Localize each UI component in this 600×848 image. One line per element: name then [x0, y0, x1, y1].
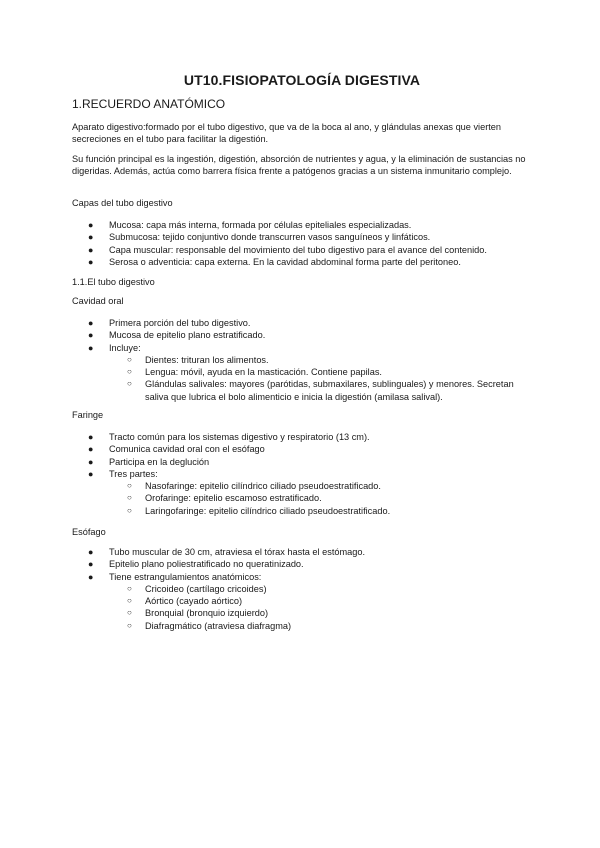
list-item: ● Submucosa: tejido conjuntivo donde transcurren vasos sanguíneos y linfáticos.: [88, 232, 431, 243]
page-title: UT10.FISIOPATOLOGÍA DIGESTIVA: [183, 72, 421, 88]
faringe-list: [72, 431, 532, 517]
list-item: ● Mucosa: capa más interna, formada por células epiteliales especializadas.: [88, 220, 412, 230]
cavidad-list: [72, 317, 532, 403]
capas-list: [72, 219, 532, 268]
list-item: ● Tubo muscular de 30 cm, atraviesa el tórax hasta el estómago.: [88, 547, 366, 557]
bullet-icon: ●: [88, 444, 94, 455]
faringe-label: Faringe: [72, 410, 104, 420]
sub-list-item: ○ Lengua: móvil, ayuda en la masticación. Contiene papilas.: [127, 367, 382, 378]
bullet-icon: ●: [88, 456, 94, 467]
list-item: ● Tiene estrangulamientos anatómicos: ○ Cricoideo (cartílago cricoides) ○ Aórtico (cayado aórtico) ○ Bronquial (bronquio izquierdo) ○ Diafragmático (atraviesa diafragma): [72, 571, 532, 632]
cavidad-label: Cavidad oral: [72, 296, 124, 306]
circle-bullet-icon: ○: [127, 596, 132, 606]
bullet-icon: ●: [88, 342, 94, 353]
list-item: ● Epitelio plano poliestratificado no queratinizado.: [88, 559, 304, 570]
faringe-sublist: [72, 480, 532, 517]
list-item: ● Comunica cavidad oral con el esófago: [88, 444, 265, 455]
bullet-icon: ●: [88, 256, 94, 267]
bullet-icon: ●: [88, 232, 94, 243]
list-item: ● Incluye: ○ Dientes: trituran los alimentos. ○ Lengua: móvil, ayuda en la masticación. Contiene papilas. ○ Glándulas salivales: mayores (parótidas, submaxilares, sublinguales) y menores. Secretan saliva que lubrica el bolo alimenticio e inicia la digestión (amilasa salival).: [72, 342, 532, 403]
list-item: ● Participa en la deglución: [88, 456, 210, 467]
bullet-icon: ●: [88, 468, 94, 479]
capas-label: Capas del tubo digestivo: [72, 198, 173, 208]
list-item: ● Serosa o adventicia: capa externa. En la cavidad abdominal forma parte del peritoneo.: [88, 256, 461, 267]
function-paragraph: Su función principal es la ingestión, digestión, absorción de nutrientes y agua, y la eliminación de sustancias no digeridas. Además, actúa como barrera física frente a patógenos gracias a un sistema inmunitario complejo.: [72, 154, 526, 177]
circle-bullet-icon: ○: [127, 620, 132, 630]
intro-paragraph: Aparato digestivo:formado por el tubo digestivo, que va de la boca al ano, y glándulas anexas que vierten secreciones en el tubo para facilitar la digestión.: [72, 122, 502, 145]
circle-bullet-icon: ○: [127, 354, 132, 364]
esofago-list: [72, 546, 532, 632]
list-item: ● Mucosa de epitelio plano estratificado.: [88, 330, 266, 341]
list-item: ● Capa muscular: responsable del movimiento del tubo digestivo para el avance del contenido.: [88, 244, 487, 255]
section-heading: 1.RECUERDO ANATÓMICO: [72, 97, 226, 111]
circle-bullet-icon: ○: [127, 481, 132, 491]
bullet-icon: ●: [88, 559, 94, 570]
sub-list-item: ○ Laringofaringe: epitelio cilíndrico ciliado pseudoestratificado.: [127, 505, 391, 516]
sub-list-item: ○ Diafragmático (atraviesa diafragma): [127, 620, 292, 631]
sub-list-item: ○ Orofaringe: epitelio escamoso estratificado.: [127, 493, 322, 504]
esofago-label: Esófago: [72, 527, 106, 537]
list-item: ● Primera porción del tubo digestivo.: [88, 318, 251, 328]
bullet-icon: ●: [88, 220, 94, 230]
circle-bullet-icon: ○: [127, 608, 132, 618]
bullet-icon: ●: [88, 318, 94, 328]
subsection-heading: 1.1.El tubo digestivo: [72, 277, 155, 287]
esofago-sublist: [72, 583, 532, 632]
circle-bullet-icon: ○: [127, 505, 132, 515]
bullet-icon: ●: [88, 330, 94, 341]
sub-list-item: ○ Cricoideo (cartílago cricoides): [127, 583, 267, 594]
sub-list-item: ○ Nasofaringe: epitelio cilíndrico ciliado pseudoestratificado.: [127, 481, 381, 492]
sub-list-item: ○ Aórtico (cayado aórtico): [127, 596, 243, 607]
bullet-icon: ●: [88, 547, 94, 557]
bullet-icon: ●: [88, 244, 94, 255]
list-item: ● Tres partes: ○ Nasofaringe: epitelio cilíndrico ciliado pseudoestratificado. ○ Orofaringe: epitelio escamoso estratificado. ○ Laringofaringe: epitelio cilíndrico ciliado pseudoestratificado.: [72, 468, 532, 517]
sub-list-item: ○ Glándulas salivales: mayores (parótidas, submaxilares, sublinguales) y menores. Secretan saliva que lubrica el bolo alimenticio e inicia la digestión (amilasa salival).: [127, 379, 514, 402]
circle-bullet-icon: ○: [127, 379, 132, 389]
list-item: ● Tracto común para los sistemas digestivo y respiratorio (13 cm).: [88, 432, 370, 442]
sub-list-item: ○ Dientes: trituran los alimentos.: [127, 354, 269, 365]
circle-bullet-icon: ○: [127, 493, 132, 503]
bullet-icon: ●: [88, 432, 94, 442]
sub-list-item: ○ Bronquial (bronquio izquierdo): [127, 608, 269, 619]
bullet-icon: ●: [88, 571, 94, 582]
cavidad-sublist: [72, 354, 532, 403]
circle-bullet-icon: ○: [127, 367, 132, 377]
circle-bullet-icon: ○: [127, 583, 132, 593]
